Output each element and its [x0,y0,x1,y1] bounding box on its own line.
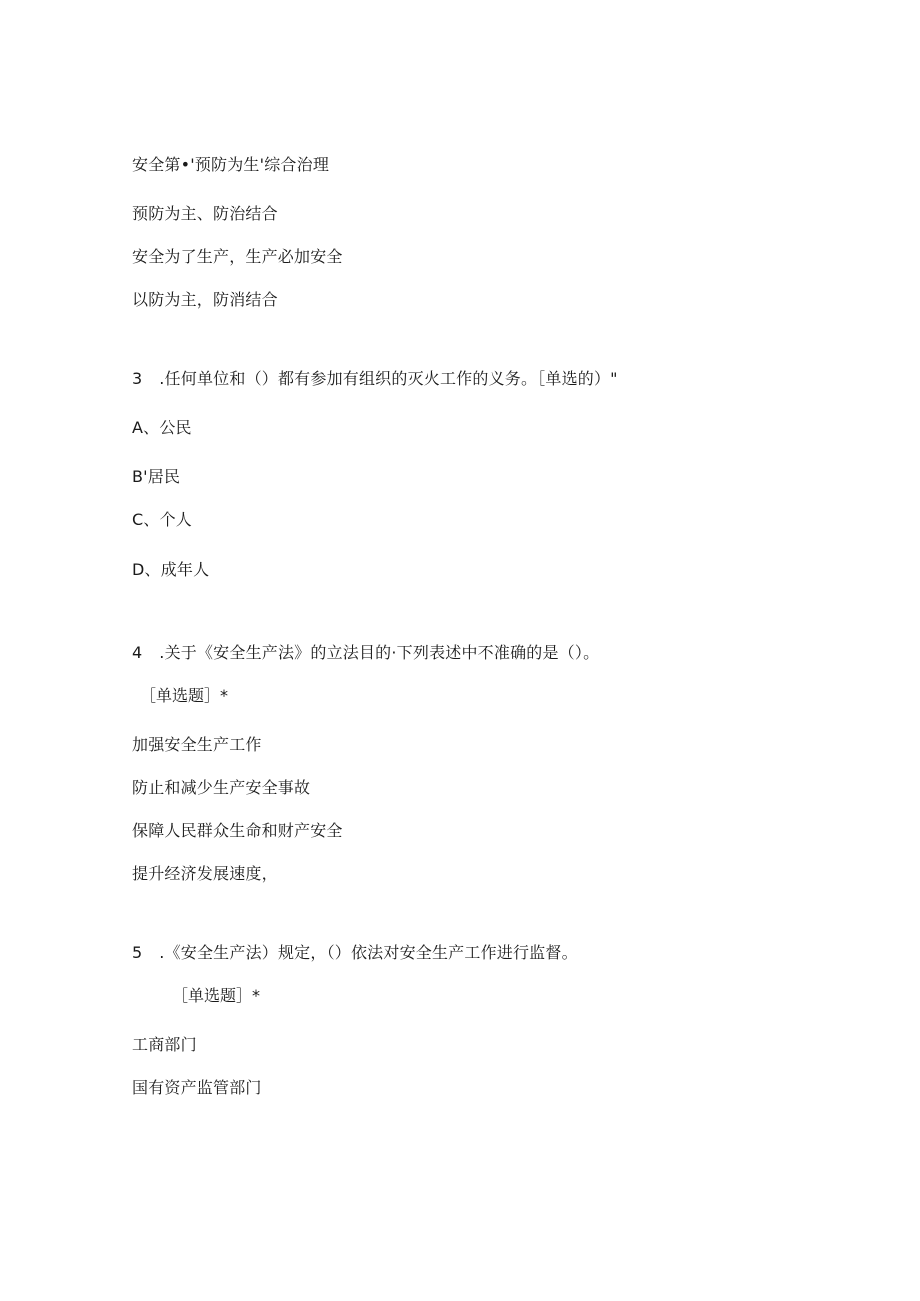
q5-option-1: 工商部门 [132,1035,197,1054]
q4-option-2: 防止和减少生产安全事故 [132,778,311,797]
q4-option-4: 提升经济发展速度， [132,864,278,883]
q4-stem [132,642,599,664]
q4-option-3: 保障人民群众生命和财产安全 [132,821,343,840]
q4-type-label: ［单选题］* [140,686,229,705]
q5-type-label: ［单选题］* [172,986,261,1005]
q4-option-1: 加强安全生产工作 [132,735,262,754]
q5-text: .《安全生产法）规定，（）依法对安全生产工作进行监督。 [159,943,578,962]
q3-option-c: C、个人 [132,510,192,529]
q4-number: 4 [132,643,143,662]
q3-text: .任何单位和（）都有参加有组织的灭火工作的义务。［单选的）" [159,369,618,388]
q4-text: .关于《安全生产法》的立法目的·下列表述中不准确的是（）。 [159,643,600,662]
q3-option-d: D、成年人 [132,560,210,579]
q3-stem [132,368,618,390]
q3-option-a: A、公民 [132,418,192,437]
q2-option-4: 以防为主，防消结合 [132,290,278,309]
q5-number: 5 [132,943,143,962]
q2-option-1: 安全第•'预防为生'综合治理 [132,155,330,174]
q2-option-3: 安全为了生产，生产必加安全 [132,247,343,266]
q2-option-2: 预防为主、防治结合 [132,204,278,223]
q5-option-2: 国有资产监管部门 [132,1078,262,1097]
q3-number: 3 [132,369,143,388]
q5-stem [132,942,578,964]
q3-option-b: B'居民 [132,467,181,486]
